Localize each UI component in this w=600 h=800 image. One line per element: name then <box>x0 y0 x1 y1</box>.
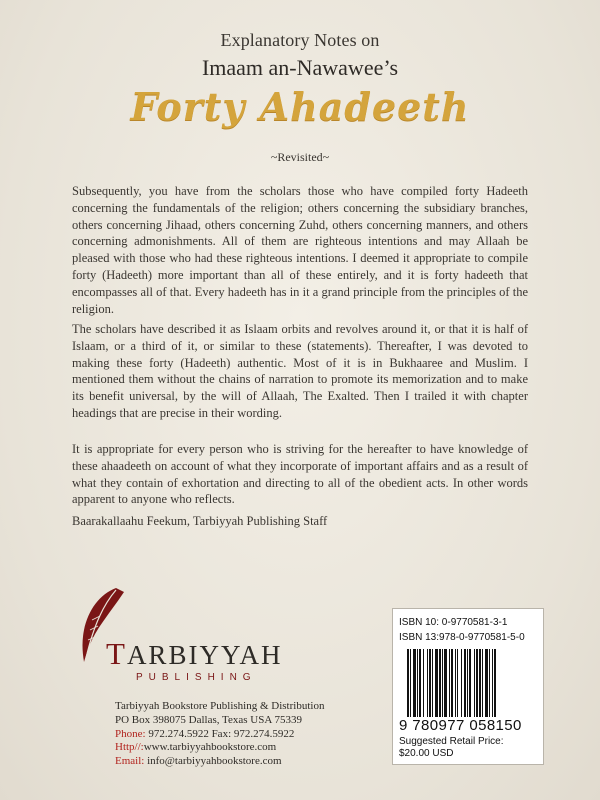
address-phone: Phone: 972.274.5922 Fax: 972.274.5922 <box>115 727 295 740</box>
signature-line: Baarakallaahu Feekum, Tarbiyyah Publishing Staff <box>72 514 328 528</box>
publisher-address <box>115 700 324 769</box>
barcode-icon <box>407 649 529 717</box>
address-box: PO Box 398075 Dallas, Texas USA 75339 <box>115 713 302 726</box>
barcode-panel <box>392 608 544 765</box>
address-web: Http//:www.tarbiyyahbookstore.com <box>115 741 277 754</box>
isbn-13: ISBN 13:978-0-9770581-5-0 <box>399 632 525 643</box>
header-line-2: Imaam an-Nawawee’s <box>201 55 399 80</box>
book-subtitle: ~Revisited~ <box>270 150 330 164</box>
publisher-logo <box>60 586 330 690</box>
address-name: Tarbiyyah Bookstore Publishing & Distribution <box>115 700 325 712</box>
suggested-price <box>399 736 504 760</box>
barcode-digits: 9 780977 058150 <box>399 717 522 734</box>
price-label: Suggested Retail Price: <box>399 736 504 747</box>
body-paragraph-3: It is appropriate for every person who is striving for the hereafter to have knowledge of these ahaadeeth on account of what they incorporate of important affairs and as a result of what they contain of exhortation and directing to all of the obedient acts. In other words apparent to anyone who reflects. <box>72 442 528 507</box>
publisher-name: TARBIYYAH <box>106 636 283 671</box>
price-value: $20.00 USD <box>399 748 454 759</box>
isbn-10: ISBN 10: 0-9770581-3-1 <box>399 617 508 628</box>
address-email: Email: info@tarbiyyahbookstore.com <box>115 755 282 768</box>
header-line-1: Explanatory Notes on <box>220 30 380 50</box>
body-paragraph-1: Subsequently, you have from the scholars those who have compiled forty Hadeeth concerning the fundamentals of the religion; others concerning the subsidiary branches, others concerning Jihaad, others concerning Zuhd, others concerning manners, and others concerning admonishments. All of them are righteous intentions and may Allaah be pleased with those who had these righteous intentions. I deemed it appropriate to compile forty (Hadeeth) more important than all of these entirely, and it is forty hadeeth that encompasses all of that. Every hadeeth has in it a grand principle from the principles of the religion. <box>72 184 528 316</box>
body-paragraph-2: The scholars have described it as Islaam orbits and revolves around it, or that it is half of Islaam, or a third of it, or similar to these (statements). Thereafter, I was devoted to making these forty (Hadeeth) authentic. Most of it is in Bukhaaree and Muslim. I mentioned them without the chains of narration to promote its memorization and to make its benefit universal, by the will of Allaah, The Exalted. Then I trailed it with chapter headings that are precise in their wording. <box>72 322 528 420</box>
publisher-sub: PUBLISHING <box>136 672 257 683</box>
book-title: Forty Ahadeeth <box>130 84 470 129</box>
